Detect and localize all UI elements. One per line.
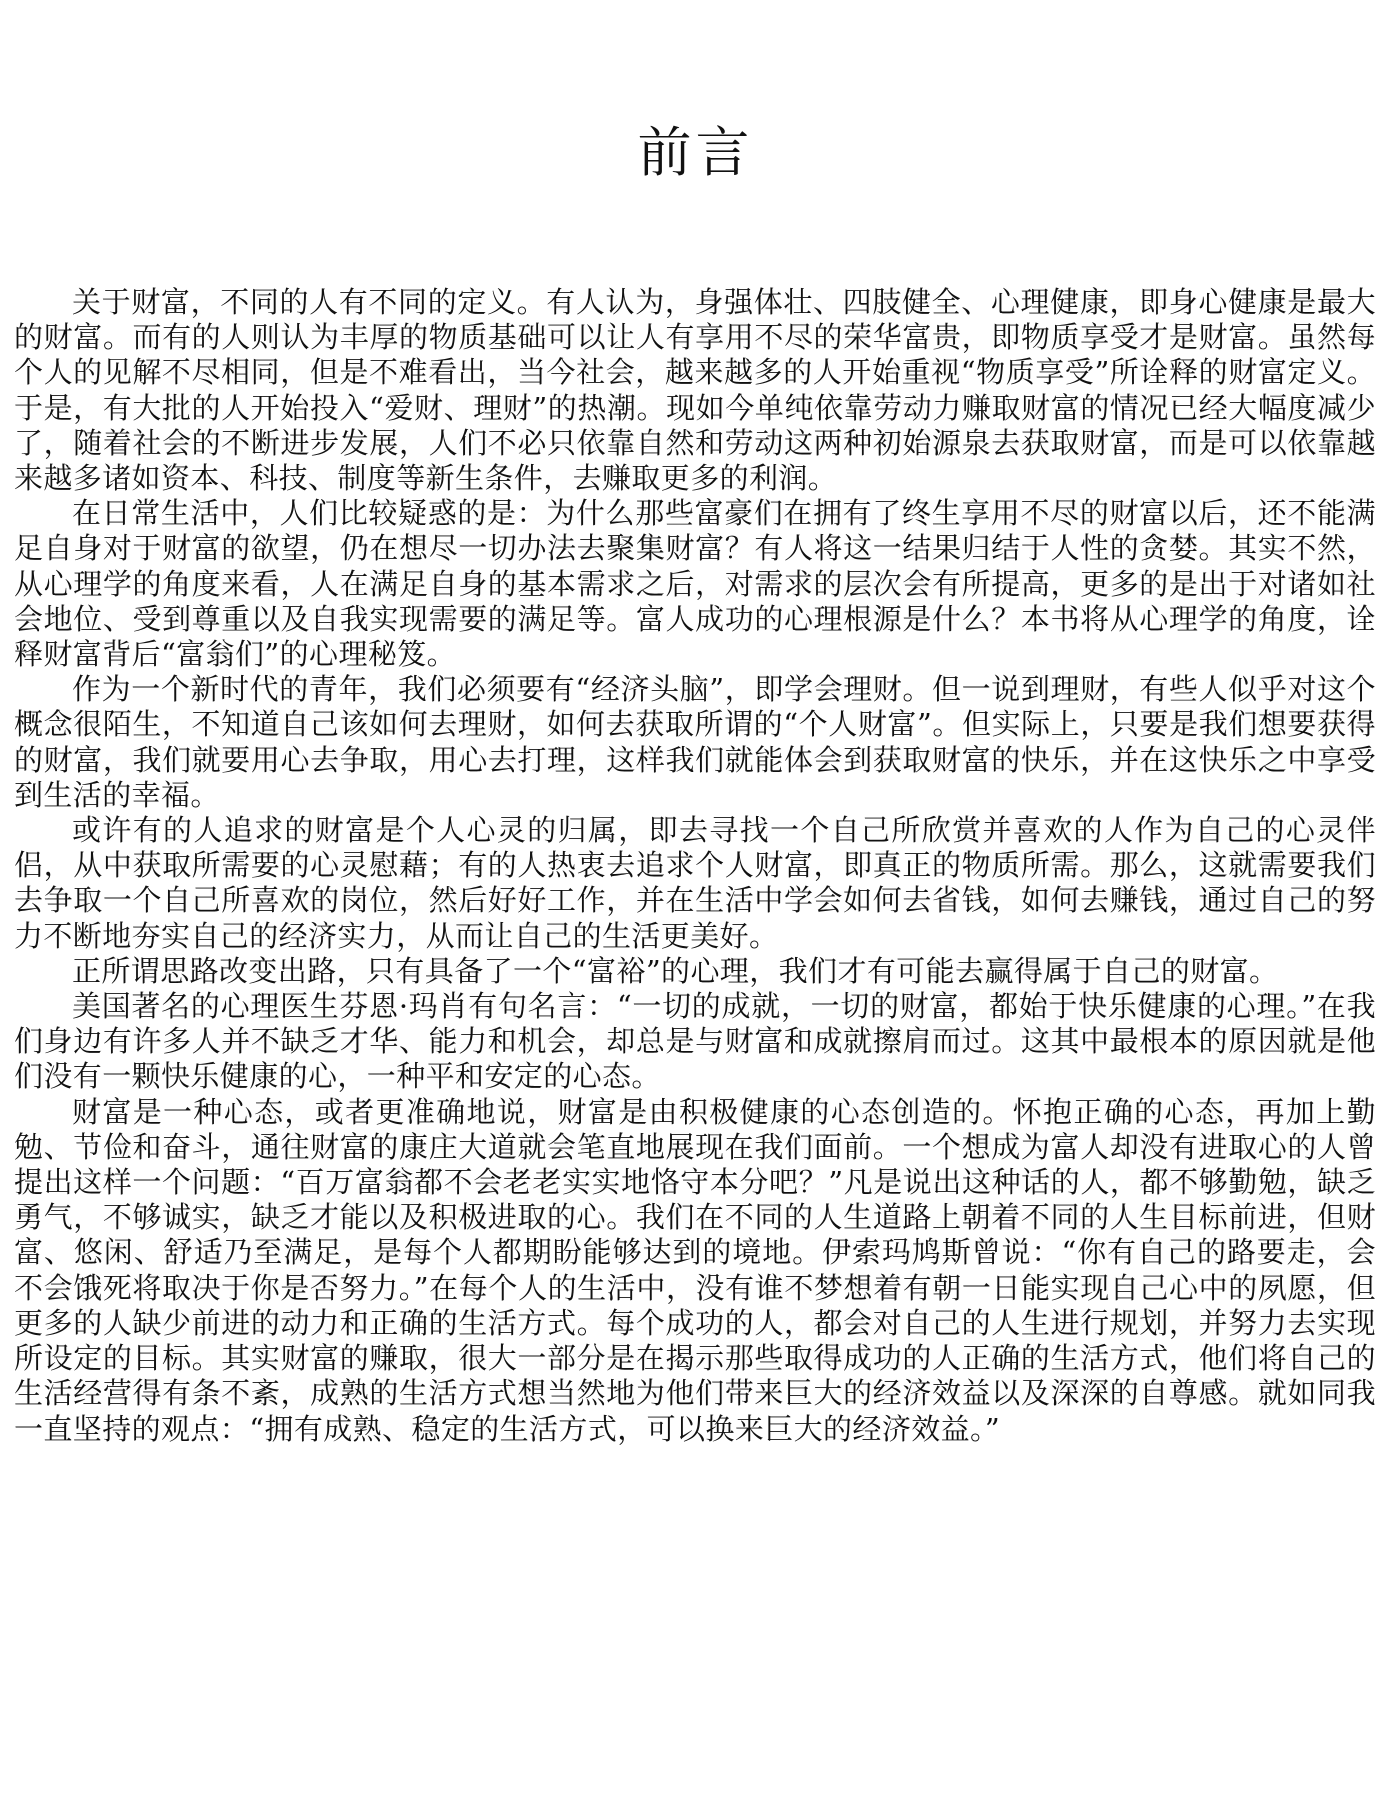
paragraph-7: 财富是一种心态，或者更准确地说，财富是由积极健康的心态创造的。怀抱正确的心态，再加上勤勉、节俭和奋斗，通往财富的康庄大道就会笔直地展现在我们面前。一个想成为富人却没有进取心的人曾提出这样一个问题：“百万富翁都不会老老实实地恪守本分吧？”凡是说出这种话的人，都不够勤勉，缺乏勇气，不够诚实，缺乏才能以及积极进取的心。我们在不同的人生道路上朝着不同的人生目标前进，但财富、悠闲、舒适乃至满足，是每个人都期盼能够达到的境地。伊索玛鸠斯曾说：“你有自己的路要走，会不会饿死将取决于你是否努力。”在每个人的生活中，没有谁不梦想着有朝一日能实现自己心中的夙愿，但更多的人缺少前进的动力和正确的生活方式。每个成功的人，都会对自己的人生进行规划，并努力去实现所设定的目标。其实财富的赚取，很大一部分是在揭示那些取得成功的人正确的生活方式，他们将自己的生活经营得有条不紊，成熟的生活方式想当然地为他们带来巨大的经济效益以及深深的自尊感。就如同我一直坚持的观点：“拥有成熟、稳定的生活方式，可以换来巨大的经济效益。” bbox=[14, 1094, 1376, 1446]
paragraph-5: 正所谓思路改变出路，只有具备了一个“富裕”的心理，我们才有可能去赢得属于自己的财富。 bbox=[72, 953, 1279, 988]
body-text bbox=[14, 285, 1376, 1447]
page-title: 前言 bbox=[637, 121, 754, 184]
paragraph-4: 或许有的人追求的财富是个人心灵的归属，即去寻找一个自己所欣赏并喜欢的人作为自己的心灵伴侣，从中获取所需要的心灵慰藉；有的人热衷去追求个人财富，即真正的物质所需。那么，这就需要我们去争取一个自己所喜欢的岗位，然后好好工作，并在生活中学会如何去省钱，如何去赚钱，通过自己的努力不断地夯实自己的经济实力，从而让自己的生活更美好。 bbox=[14, 813, 1376, 953]
paragraph-3: 作为一个新时代的青年，我们必须要有“经济头脑”，即学会理财。但一说到理财，有些人似乎对这个概念很陌生，不知道自己该如何去理财，如何去获取所谓的“个人财富”。但实际上，只要是我们想要获得的财富，我们就要用心去争取，用心去打理，这样我们就能体会到获取财富的快乐，并在这快乐之中享受到生活的幸福。 bbox=[14, 672, 1376, 812]
paragraph-1: 关于财富，不同的人有不同的定义。有人认为，身强体壮、四肢健全、心理健康，即身心健康是最大的财富。而有的人则认为丰厚的物质基础可以让人有享用不尽的荣华富贵，即物质享受才是财富。虽然每个人的见解不尽相同，但是不难看出，当今社会，越来越多的人开始重视“物质享受”所诠释的财富定义。于是，有大批的人开始投入“爱财、理财”的热潮。现如今单纯依靠劳动力赚取财富的情况已经大幅度减少了，随着社会的不断进步发展，人们不必只依靠自然和劳动这两种初始源泉去获取财富，而是可以依靠越来越多诸如资本、科技、制度等新生条件，去赚取更多的利润。 bbox=[14, 285, 1376, 496]
paragraph-6: 美国著名的心理医生芬恩·玛肖有句名言：“一切的成就，一切的财富，都始于快乐健康的心理。”在我们身边有许多人并不缺乏才华、能力和机会，却总是与财富和成就擦肩而过。这其中最根本的原因就是他们没有一颗快乐健康的心，一种平和安定的心态。 bbox=[14, 989, 1376, 1094]
paragraph-2: 在日常生活中，人们比较疑惑的是：为什么那些富豪们在拥有了终生享用不尽的财富以后，还不能满足自身对于财富的欲望，仍在想尽一切办法去聚集财富？有人将这一结果归结于人性的贪婪。其实不然，从心理学的角度来看，人在满足自身的基本需求之后，对需求的层次会有所提高，更多的是出于对诸如社会地位、受到尊重以及自我实现需要的满足等。富人成功的心理根源是什么？本书将从心理学的角度，诠释财富背后“富翁们”的心理秘笈。 bbox=[14, 496, 1376, 672]
